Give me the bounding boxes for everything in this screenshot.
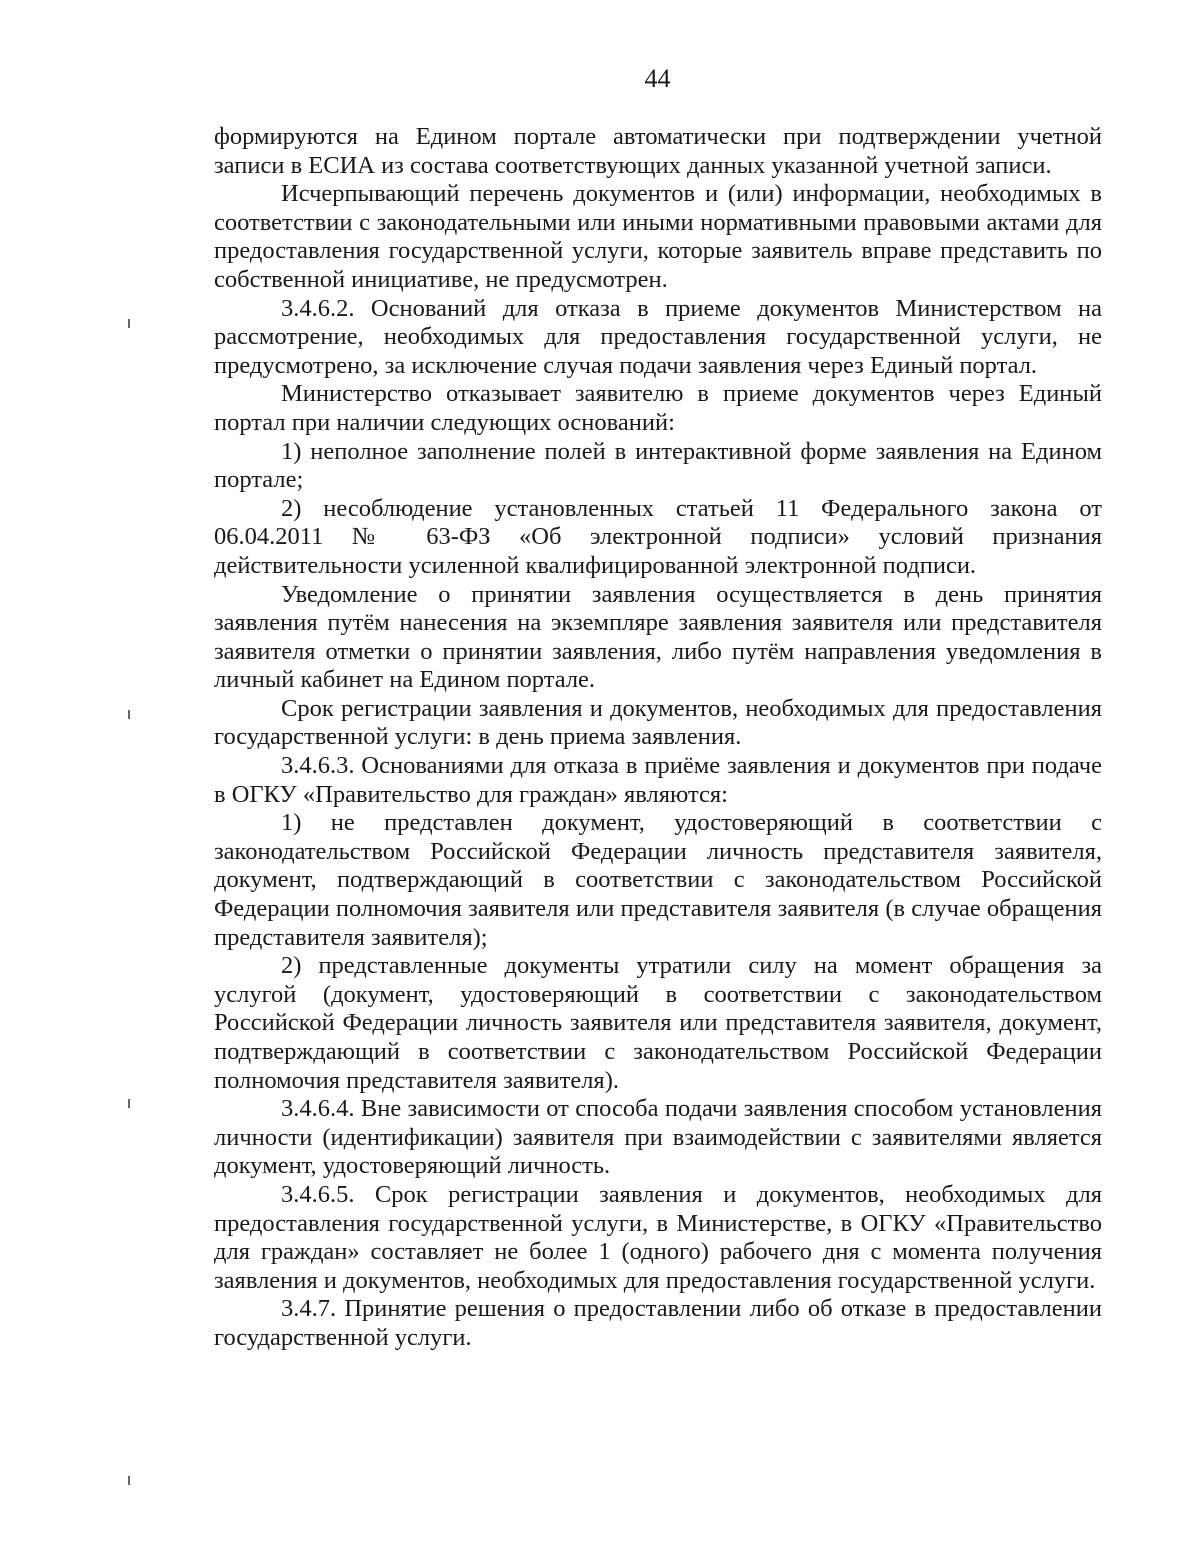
document-body [214,123,1102,1353]
list-item: 1) не представлен документ, удостоверяющий в соответствии с законодательством Российской Федерации личность представителя заявителя, документ, подтверждающий в соответствии с законодательством Российской Федерации полномочия заявителя или представителя заявителя (в случае обращения представителя заявителя); [214,809,1102,951]
paragraph: Министерство отказывает заявителю в приеме документов через Единый портал при наличии следующих оснований: [214,380,1102,436]
paragraph-clause-3-4-6-3: 3.4.6.3. Основаниями для отказа в приёме заявления и документов при подаче в ОГКУ «Правительство для граждан» являются: [214,752,1102,808]
list-item: 1) неполное заполнение полей в интерактивной форме заявления на Едином портале; [214,437,1102,494]
margin-tick-mark [128,1476,130,1485]
paragraph-clause-3-4-6-2: 3.4.6.2. Оснований для отказа в приеме документов Министерством на рассмотрение, необходимых для предоставления государственной услуги, не предусмотрено, за исключение случая подачи заявления через Единый портал. [214,294,1102,379]
paragraph-clause-3-4-6-4: 3.4.6.4. Вне зависимости от способа подачи заявления способом установления личности (идентификации) заявителя при взаимодействии с заявителями является документ, удостоверяющий личность. [214,1095,1102,1180]
paragraph: Уведомление о принятии заявления осуществляется в день принятия заявления путём нанесения на экземпляре заявления заявителя или представителя заявителя отметки о принятии заявления, либо путём направления уведомления в личный кабинет на Едином портале. [214,580,1102,694]
paragraph-continuation: формируются на Едином портале автоматически при подтверждении учетной записи в ЕСИА из состава соответствующих данных указанной учетной записи. [214,123,1102,179]
page-number: 44 [644,64,671,93]
margin-tick-mark [128,1099,130,1108]
list-item: 2) представленные документы утратили силу на момент обращения за услугой (документ, удостоверяющий в соответствии с законодательством Российской Федерации личность заявителя или представителя заявителя, документ, подтверждающий в соответствии с законодательством Российской Федерации полномочия представителя заявителя). [214,952,1102,1094]
paragraph-clause-3-4-6-5: 3.4.6.5. Срок регистрации заявления и документов, необходимых для предоставления государственной услуги, в Министерстве, в ОГКУ «Правительство для граждан» составляет не более 1 (одного) рабочего дня с момента получения заявления и документов, необходимых для предоставления государственной услуги. [214,1180,1102,1294]
margin-tick-mark [128,710,130,719]
paragraph-clause-3-4-7: 3.4.7. Принятие решения о предоставлении либо об отказе в предоставлении государственной услуги. [214,1295,1102,1351]
margin-tick-mark [128,319,130,328]
list-item: 2) несоблюдение установленных статьей 11 Федерального закона от 06.04.2011 № 63-ФЗ «Об электронной подписи» условий признания действительности усиленной квалифицированной электронной подписи. [214,494,1102,579]
paragraph: Исчерпывающий перечень документов и (или) информации, необходимых в соответствии с законодательными или иными нормативными правовыми актами для предоставления государственной услуги, которые заявитель вправе представить по собственной инициативе, не предусмотрен. [214,180,1102,293]
paragraph: Срок регистрации заявления и документов, необходимых для предоставления государственной услуги: в день приема заявления. [214,694,1102,751]
